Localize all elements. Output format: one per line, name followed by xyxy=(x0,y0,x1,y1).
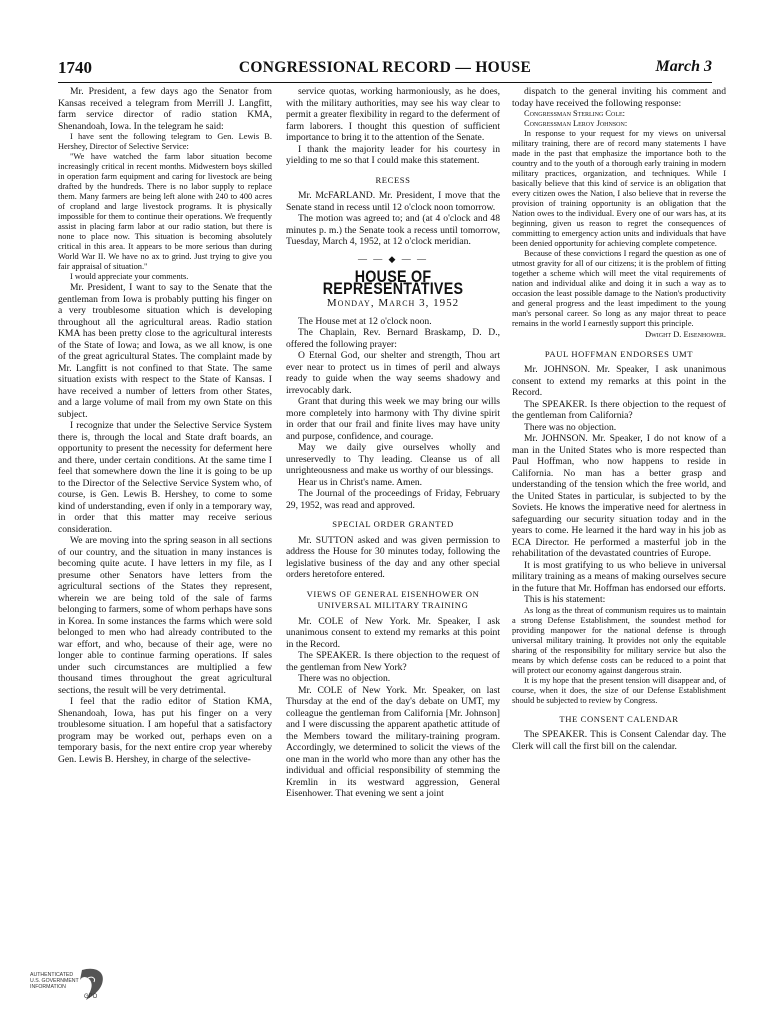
paragraph: This is his statement: xyxy=(524,594,606,605)
page-header xyxy=(58,58,712,83)
section-heading-hoffman: PAUL HOFFMAN ENDORSES UMT xyxy=(544,348,694,359)
publication-title: CONGRESSIONAL RECORD — HOUSE xyxy=(238,59,532,76)
paragraph: Mr. President, I want to say to the Senate that the gentleman from Iowa is probably putting his finger on a very troublesome situation which is developing throughout all the agricultural areas. Radio station KMA has been pretty close to the agricultural interests of the State of Iowa; and Iowa, as we all know, is one of the great agricultural States. The complaint made by Mr. Langfitt is not confined to that State. The same situation exists with respect to the State of Kansas. I have received a number of letters from other States, and a large volume of mail from my own State on this subject. xyxy=(58,282,272,420)
quote-paragraph: I have sent the following telegram to Gen. Lewis B. Hershey, Director of Selective Service: xyxy=(58,132,272,151)
prayer-paragraph: O Eternal God, our shelter and strength, Thou art ever near to protect us in times of peril and always ready to guide when the way seems shadowy and irrevocably dark. xyxy=(286,350,500,396)
address-line: Congressman Leroy Johnson: xyxy=(524,119,628,128)
auth-line: INFORMATION xyxy=(30,984,66,990)
column-left xyxy=(58,86,272,976)
gpo-authentication-seal xyxy=(30,962,110,1008)
ornament-divider: — — ◆ — — xyxy=(358,253,428,264)
paragraph: The motion was agreed to; and (at 4 o'clock and 48 minutes p. m.) the Senate took a recess until tomorrow, Tuesday, March 4, 1952, at 12 o'clock meridian. xyxy=(286,213,500,247)
paragraph: Mr. COLE of New York. Mr. Speaker, I ask unanimous consent to extend my remarks at this point in the Record. xyxy=(286,615,500,650)
paragraph: dispatch to the general inviting his comment and today have received the following response: xyxy=(512,86,726,109)
page-number: 1740 xyxy=(58,58,92,77)
paragraph: The SPEAKER. This is Consent Calendar day. The Clerk will call the first bill on the calendar. xyxy=(512,729,726,752)
paragraph: The Journal of the proceedings of Friday, February 29, 1952, was read and approved. xyxy=(286,488,500,511)
house-date: Monday, March 3, 1952 xyxy=(326,297,460,309)
prayer-paragraph: May we daily give ourselves wholly and unreservedly to Thy leading. Cleanse us of all unrighteousness and make us worthy of our blessings. xyxy=(286,442,500,476)
signature-line: Dwight D. Eisenhower. xyxy=(645,330,726,339)
quote-paragraph: Because of these convictions I regard the question as one of utmost gravity for all of our citizens; it is the problem of fitting together a scheme which will meet the vital requirements of nation and individual alike and doing it in such a way as to occasion the least possible damage to the Nation's productivity and general progress and the least impediment to the young man's personal career. So long as any major threat to peace remains in the world I earnestly support this principle. xyxy=(512,249,726,328)
column-middle xyxy=(286,86,500,976)
section-heading-recess: RECESS xyxy=(375,174,411,185)
column-right xyxy=(512,86,726,976)
quote-paragraph: In response to your request for my views on universal military training, there are of record many statements I have made in the past that emphasize the importance both to the country and to the youth of a thorough early training in modern military practices, organization, and techniques. While I basically believe that this kind of service is an obligation that every citizen owes the Nation, I also believe that in reverse the provision of training opportunity is an obligation that the Nation owes to the individual. Every one of our wars has, at its beginning, given us reason to regret the consequences of committing to emergency action units and individuals that have been denied opportunity for achieving complete competence. xyxy=(512,129,726,248)
paragraph: There was no objection. xyxy=(298,673,391,684)
house-heading: HOUSE OF REPRESENTATIVES xyxy=(322,267,464,298)
section-heading-consent-calendar: THE CONSENT CALENDAR xyxy=(559,713,679,724)
paragraph: service quotas, working harmoniously, as he does, with the military authorities, may see his way clear to permit a greater flexibility in regard to the deferment of farm laborers. I thought this question of sufficient importance to bring it to the attention of the Senate. xyxy=(286,86,500,143)
page-date: March 3 xyxy=(655,58,712,75)
paragraph: The Chaplain, Rev. Bernard Braskamp, D. D., offered the following prayer: xyxy=(286,327,500,350)
paragraph: There was no objection. xyxy=(524,421,617,433)
paragraph: I thank the majority leader for his courtesy in yielding to me so that I could make this statement. xyxy=(286,143,500,166)
paragraph: Mr. McFARLAND. Mr. President, I move that the Senate stand in recess until 12 o'clock noon tomorrow. xyxy=(286,190,500,213)
prayer-paragraph: Grant that during this week we may bring our wills more completely into harmony with Thy divine spirit in order that our frail and finite lives may have unity and purpose, confidence, and courage. xyxy=(286,396,500,442)
auth-line: U.S. GOVERNMENT xyxy=(30,978,79,984)
paragraph: Mr. SUTTON asked and was given permission to address the House for 30 minutes today, following the legislative business of the day and any other special orders heretofore entered. xyxy=(286,534,500,580)
quote-paragraph: I would appreciate your comments. xyxy=(70,272,189,281)
paragraph: The SPEAKER. Is there objection to the request of the gentleman from New York? xyxy=(286,650,500,673)
section-heading-special-order: SPECIAL ORDER GRANTED xyxy=(332,519,454,529)
paragraph: Mr. President, a few days ago the Senator from Kansas received a telegram from Merrill J. Langfitt, farm service director of radio station KMA, Shenandoah, Iowa. In the telegram he said: xyxy=(58,86,272,132)
paragraph: Mr. COLE of New York. Mr. Speaker, on last Thursday at the end of the day's debate on UMT, my colleague the gentleman from California [Mr. Johnson] and I were discussing the apparent apathetic attitude of the Members toward the military-training program. Accordingly, we determined to solicit the views of the one man in the world who more than any other has the individual and official responsibility of stemming the Kremlin in its westward aggression, General Eisenhower. That evening we sent a joint xyxy=(286,684,500,799)
prayer-paragraph: Hear us in Christ's name. Amen. xyxy=(298,476,423,488)
section-heading-eisenhower: VIEWS OF GENERAL EISENHOWER ON UNIVERSAL MILITARY TRAINING xyxy=(306,588,480,610)
quote-paragraph: As long as the threat of communism requires us to maintain a strong Defense Establishment, the soundest method for providing manpower for the national defense is through universal military training. It provides not only the equitable sharing of the responsibility for military service but also the means by which defense costs can be reduced to a point that will protect our economy against dangerous strain. xyxy=(512,605,726,675)
paragraph: We are moving into the spring season in all sections of our country, and the situation in many instances is becoming quite acute. I have letters in my file, as I presume other Senators have letters from the agricultural sections of the States they represent, wherein we are being told of the sale of farms belonging to farmers, some of whom perhaps have sons in Korea. In some instances the farms which were sold belonged to men who had already contributed to the war effort, and who, because of their age, were no longer able to continue farming operations. If sales under such circumstances are multiplied a few thousand times throughout the great agricultural sections, the result will be very detrimental. xyxy=(58,535,272,696)
paragraph: Mr. JOHNSON. Mr. Speaker, I ask unanimous consent to extend my remarks at this point in the Record. xyxy=(512,364,726,398)
gpo-label: GPO xyxy=(84,994,98,1000)
quote-paragraph: "We have watched the farm labor situation become increasingly critical in recent months. Midwestern boys skilled in operation farm equipment and caring for livestock are being drafted by the hundreds. There is no labor supply to replace them. Many farmers are being left alone with 240 to 400 acres of cropland and large livestock programs. It is physically impossible for them to continue their operations. We frequently assist in placing farm labor at our radio station, but there is none to place now. This situation is becoming absolutely critical in this area. It appears to be more serious than during World War II. We have no ax to grind. Just trying to give you fair appraisal of situation." xyxy=(58,152,272,271)
quote-paragraph: It is my hope that the present tension will disappear and, of course, when it does, the size of our Defense Establishment should be subjected to review by Congress. xyxy=(512,675,726,705)
paragraph: Mr. JOHNSON. Mr. Speaker, I do not know of a man in the United States who is more respected than Paul Hoffman, who now happens to reside in California. No man has a better grasp and understanding of the tension which the free world, and the United States in particular, is subjected to by the Soviets. He knows the imperative need for alertness in safeguarding our security situation today and in the years to come. He learned it the hard way in his job as ECA Director. He performed a masterful job in the rehabilitation of the devastated countries of Europe. xyxy=(512,433,726,559)
paragraph: It is most gratifying to us who believe in universal military training as a means of making ourselves secure in the future that Mr. Hoffman has endorsed our efforts. xyxy=(512,559,726,594)
paragraph: The House met at 12 o'clock noon. xyxy=(298,315,432,327)
paragraph: The SPEAKER. Is there objection to the request of the gentleman from California? xyxy=(512,398,726,421)
paragraph: I recognize that under the Selective Service System there is, through the local and State draft boards, an opportunity to present the necessity for deferment here and there, under certain conditions. At the same time I feel that somewhere down the line it is going to be up to the Director of the Selective Service System who, of course, is Gen. Lewis B. Hershey, to come to some kind of understanding, even if only in a temporary way, in order that this matter may receive serious consideration. xyxy=(58,420,272,535)
paragraph: I feel that the radio editor of Station KMA, Shenandoah, Iowa, has put his finger on a very troublesome situation. I am hopeful that a satisfactory program may be worked out, perhaps even on a temporary basis, for the next entire crop year whereby Gen. Lewis B. Hershey, in charge of the selective- xyxy=(58,696,272,765)
address-line: Congressman Sterling Cole: xyxy=(524,109,626,118)
auth-line: AUTHENTICATED xyxy=(30,972,74,978)
